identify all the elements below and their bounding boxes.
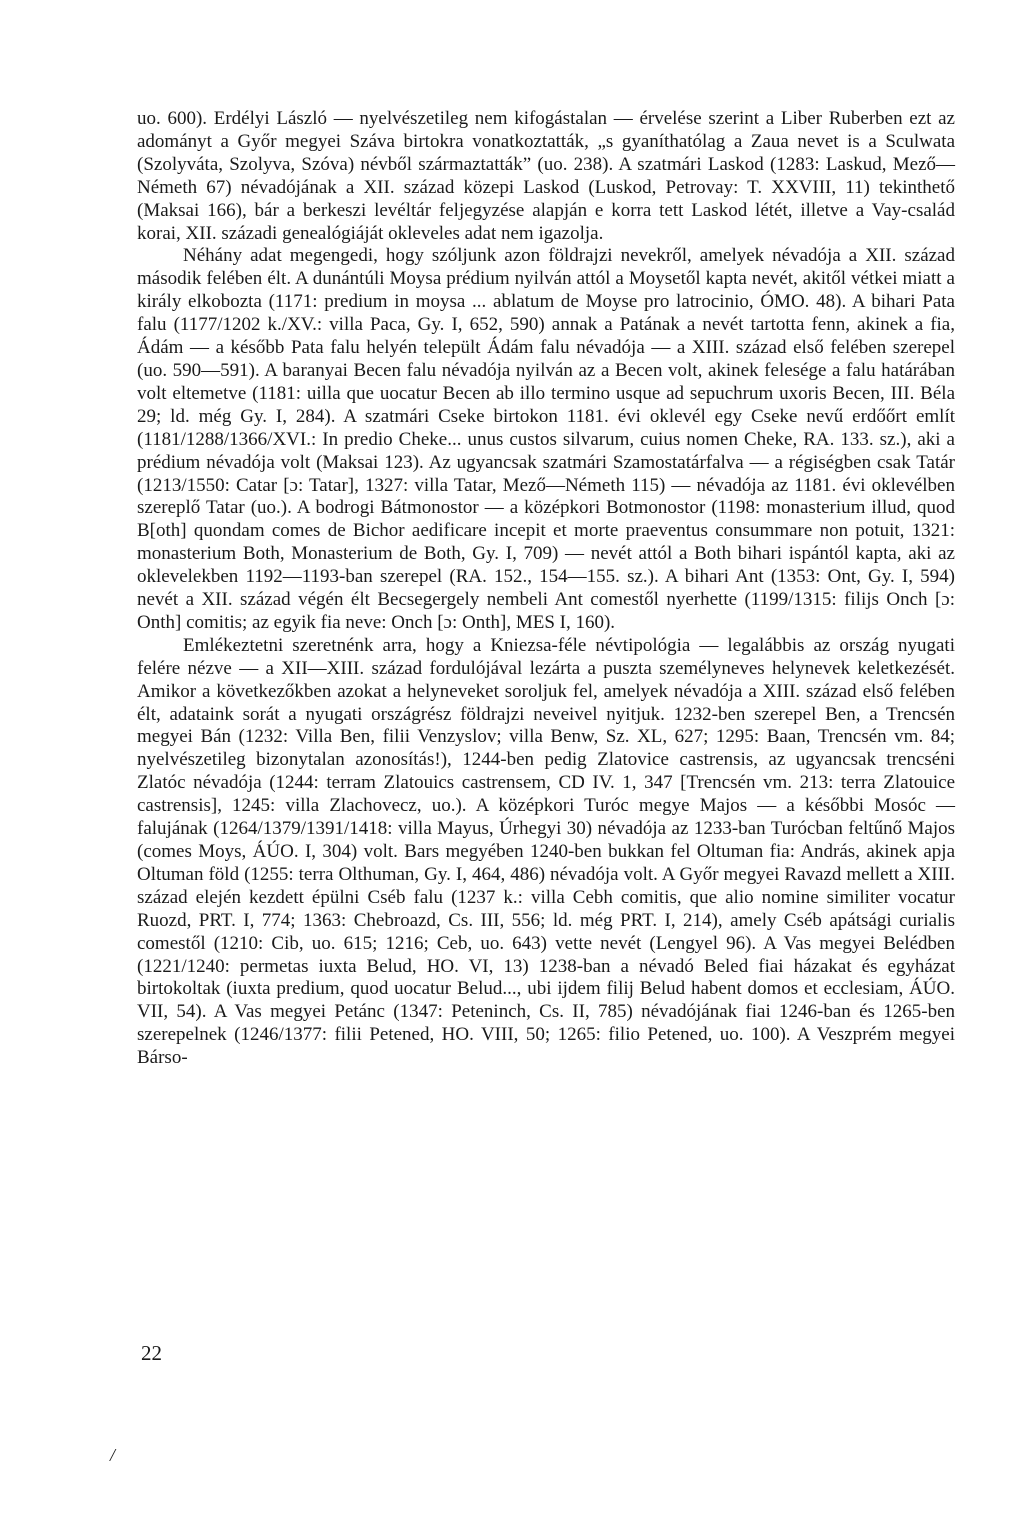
paragraph-1: uo. 600). Erdélyi László — nyelvészetileg nem kifogástalan — érvelése szerint a Liber Ruberben ezt az adományt a Győr megyei Száva birtokra vonatkoztatták, „s gyaníthatólag a Zaua nevet is a Sculwata (Szolyváta, Szolyva, Szóva) névből származtatták” (uo. 238). A szatmári Laskod (1283: Laskud, Mező—Németh 67) névadójának a XII. század közepi Laskod (Luskod, Petrovay: T. XXVIII, 11) tekinthető (Maksai 166), bár a berkeszi levéltár feljegyzése alapján e korra tett Laskod létét, illetve a Vay-család korai, XII. századi genealógiáját okleveles adat nem igazolja. bbox=[137, 108, 955, 244]
page-number: 22 bbox=[141, 1341, 162, 1365]
text-body bbox=[137, 108, 955, 1070]
paragraph-2: Néhány adat megengedi, hogy szóljunk azon földrajzi nevekről, amelyek névadója a XII. század második felében élt. A dunántúli Moysa prédium nyilván attól a Moysetől kapta nevét, akitől vétkei miatt a király elkobozta (1171: predium in moysa ... ablatum de Moyse pro latrocinio, ÓMO. 48). A bihari Pata falu (1177/1202 k./XV.: villa Paca, Gy. I, 652, 590) annak a Patának a nevét tartotta fenn, akinek a fia, Ádám — a később Pata falu helyén települt Ádám falu névadója — a XIII. század első felében szerepel (uo. 590—591). A baranyai Becen falu névadója nyilván az a Becen volt, akinek felesége a falu határában volt eltemetve (1181: uilla que uocatur Becen ab illo termino usque ad sepuchrum uxoris Becen, III. Béla 29; ld. még Gy. I, 284). A szatmári Cseke birtokon 1181. évi oklevél egy Cseke nevű erdőőrt említ (1181/1288/1366/XVI.: In predio Cheke... unus custos silvarum, cuius nomen Cheke, RA. 133. sz.), aki a prédium névadója volt (Maksai 123). Az ugyancsak szatmári Szamostatárfalva — a régiségben csak Tatár (1213/1550: Catar [ɔ: Tatar], 1327: villa Tatar, Mező—Németh 115) — névadója az 1181. évi oklevélben szereplő Tatar (uo.). A bodrogi Bátmonostor — a középkori Botmonostor (1198: monasterium illud, quod B[oth] quondam comes de Bichor aedificare incepit et morte praeventus consummare non potuit, 1321: monasterium Both, Monasterium de Both, Gy. I, 709) — nevét attól a Both bihari ispántól kapta, aki az oklevelekben 1192—1193-ban szerepel (RA. 152., 154—155. sz.). A bihari Ant (1353: Ont, Gy. I, 594) nevét a XII. század végén élt Becsegergely nembeli Ant comestől nyerhette (1199/1315: filijs Onch [ɔ: Onth] comitis; az egyik fia neve: Onch [ɔ: Onth], MES I, 160). bbox=[137, 245, 955, 633]
paragraph-3: Emlékeztetni szeretnénk arra, hogy a Kniezsa-féle névtipológia — legalábbis az ország nyugati felére nézve — a XII—XIII. század fordulójával lezárta a puszta személyneves helynevek keletkezését. Amikor a következőkben azokat a helyneveket soroljuk fel, amelyek névadója a XIII. század első felében élt, adataink sorát a nyugati országrész földrajzi neveivel nyitjuk. 1232-ben szerepel Ben, a Trencsén megyei Bán (1232: Villa Ben, filii Venzyslov; villa Benw, Sz. XL, 627; 1295: Baan, Trencsén vm. 84; nyelvészetileg bizonytalan azonosítás!), 1244-ben pedig Zlatovice castrensis, az ugyancsak trencséni Zlatóc névadója (1244: terram Zlatouics castrensem, CD IV. 1, 347 [Trencsén vm. 213: terra Zlatouice castrensis], 1245: villa Zlachovecz, uo.). A középkori Turóc megye Majos — a későbbi Mosóc — falujának (1264/1379/1391/1418: villa Mayus, Úrhegyi 30) névadója az 1233-ban Turócban feltűnő Majos (comes Moys, ÁÚO. I, 304) volt. Bars megyében 1240-ben bukkan fel Oltuman fia: András, akinek apja Oltuman föld (1255: terra Olthuman, Gy. I, 464, 486) névadója volt. A Győr megyei Ravazd mellett a XIII. század elején kezdett épülni Cséb falu (1237 k.: villa Cebh comitis, que alio nomine similiter vocatur Ruozd, PRT. I, 774; 1363: Chebroazd, Cs. III, 556; ld. még PRT. I, 214), amely Cséb apátsági curialis comestől (1210: Cib, uo. 615; 1216; Ceb, uo. 643) vette nevét (Lengyel 96). A Vas megyei Belédben (1221/1240: permetas iuxta Belud, HO. VI, 13) 1238-ban a névadó Beled fiai házakat és egyházat birtokoltak (iuxta predium, quod uocatur Belud..., ubi ijdem filij Belud habent domos et ecclesiam, ÁÚO. VII, 54). A Vas megyei Petánc (1347: Peteninch, Cs. II, 785) névadójának fiai 1246-ban és 1265-ben szerepelnek (1246/1377: filii Petened, HO. VIII, 50; 1265: filio Petened, uo. 100). A Veszprém megyei Bárso- bbox=[137, 634, 955, 1069]
stray-mark: / bbox=[110, 1445, 116, 1465]
